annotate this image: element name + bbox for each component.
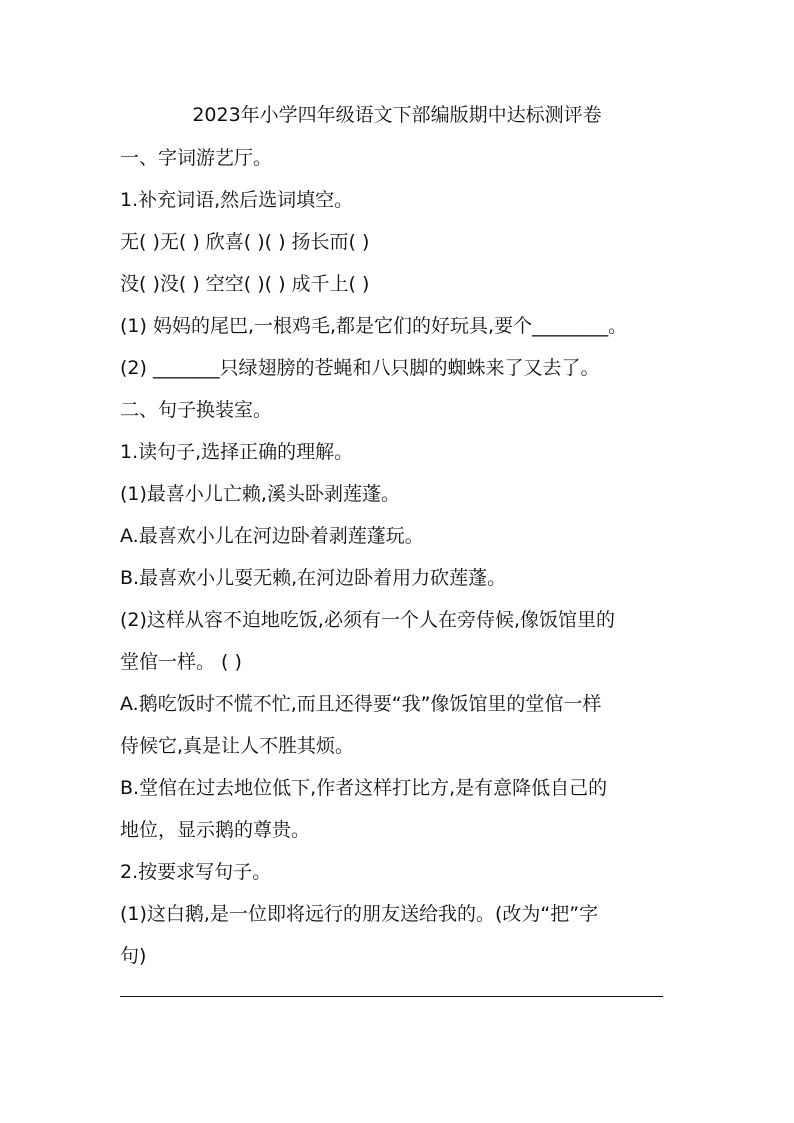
question-2-2-line-1: (2)这样从容不迫地吃饭,必须有一个人在旁侍候,像饭馆里的: [120, 609, 615, 631]
fill-sentence-1: (1) 妈妈的尾巴,一根鸡毛,都是它们的好玩具,要个________。: [120, 315, 628, 337]
question-1-instruction: 1.补充词语,然后选词填空。: [120, 189, 354, 211]
choice-a-2-line-2: 侍候它,真是让人不胜其烦。: [120, 735, 355, 757]
question-2-2-line-2: 堂倌一样。 ( ): [120, 651, 242, 673]
question-2-2-instruction: 2.按要求写句子。: [120, 861, 272, 883]
answer-line: [120, 996, 663, 997]
rewrite-sentence-line-1: (1)这白鹅,是一位即将远行的朋友送给我的。(改为“把”字: [120, 903, 599, 925]
choice-a-2-line-1: A.鹅吃饭时不慌不忙,而且还得要“我”像饭馆里的堂倌一样: [120, 693, 602, 715]
fill-sentence-2: (2) _______只绿翅膀的苍蝇和八只脚的蜘蛛来了又去了。: [120, 357, 600, 379]
poem-sentence: (1)最喜小儿亡赖,溪头卧剥莲蓬。: [120, 483, 400, 505]
section-two-heading: 二、句子换装室。: [120, 399, 273, 421]
word-fill-row-1: 无( )无( ) 欣喜( )( ) 扬长而( ): [120, 231, 370, 253]
question-2-1-instruction: 1.读句子,选择正确的理解。: [120, 441, 354, 463]
worksheet-title: 2023年小学四年级语文下部编版期中达标测评卷: [192, 104, 602, 126]
choice-b-2-line-2: 地位，显示鹅的尊贵。: [120, 819, 311, 841]
choice-a-1: A.最喜欢小儿在河边卧着剥莲蓬玩。: [120, 525, 424, 547]
choice-b-1: B.最喜欢小儿耍无赖,在河边卧着用力砍莲蓬。: [120, 567, 507, 589]
rewrite-sentence-line-2: 句): [120, 945, 147, 967]
choice-b-2-line-1: B.堂倌在过去地位低下,作者这样打比方,是有意降低自己的: [120, 777, 608, 799]
section-one-heading: 一、字词游艺厅。: [120, 147, 273, 169]
word-fill-row-2: 没( )没( ) 空空( )( ) 成千上( ): [120, 273, 370, 295]
